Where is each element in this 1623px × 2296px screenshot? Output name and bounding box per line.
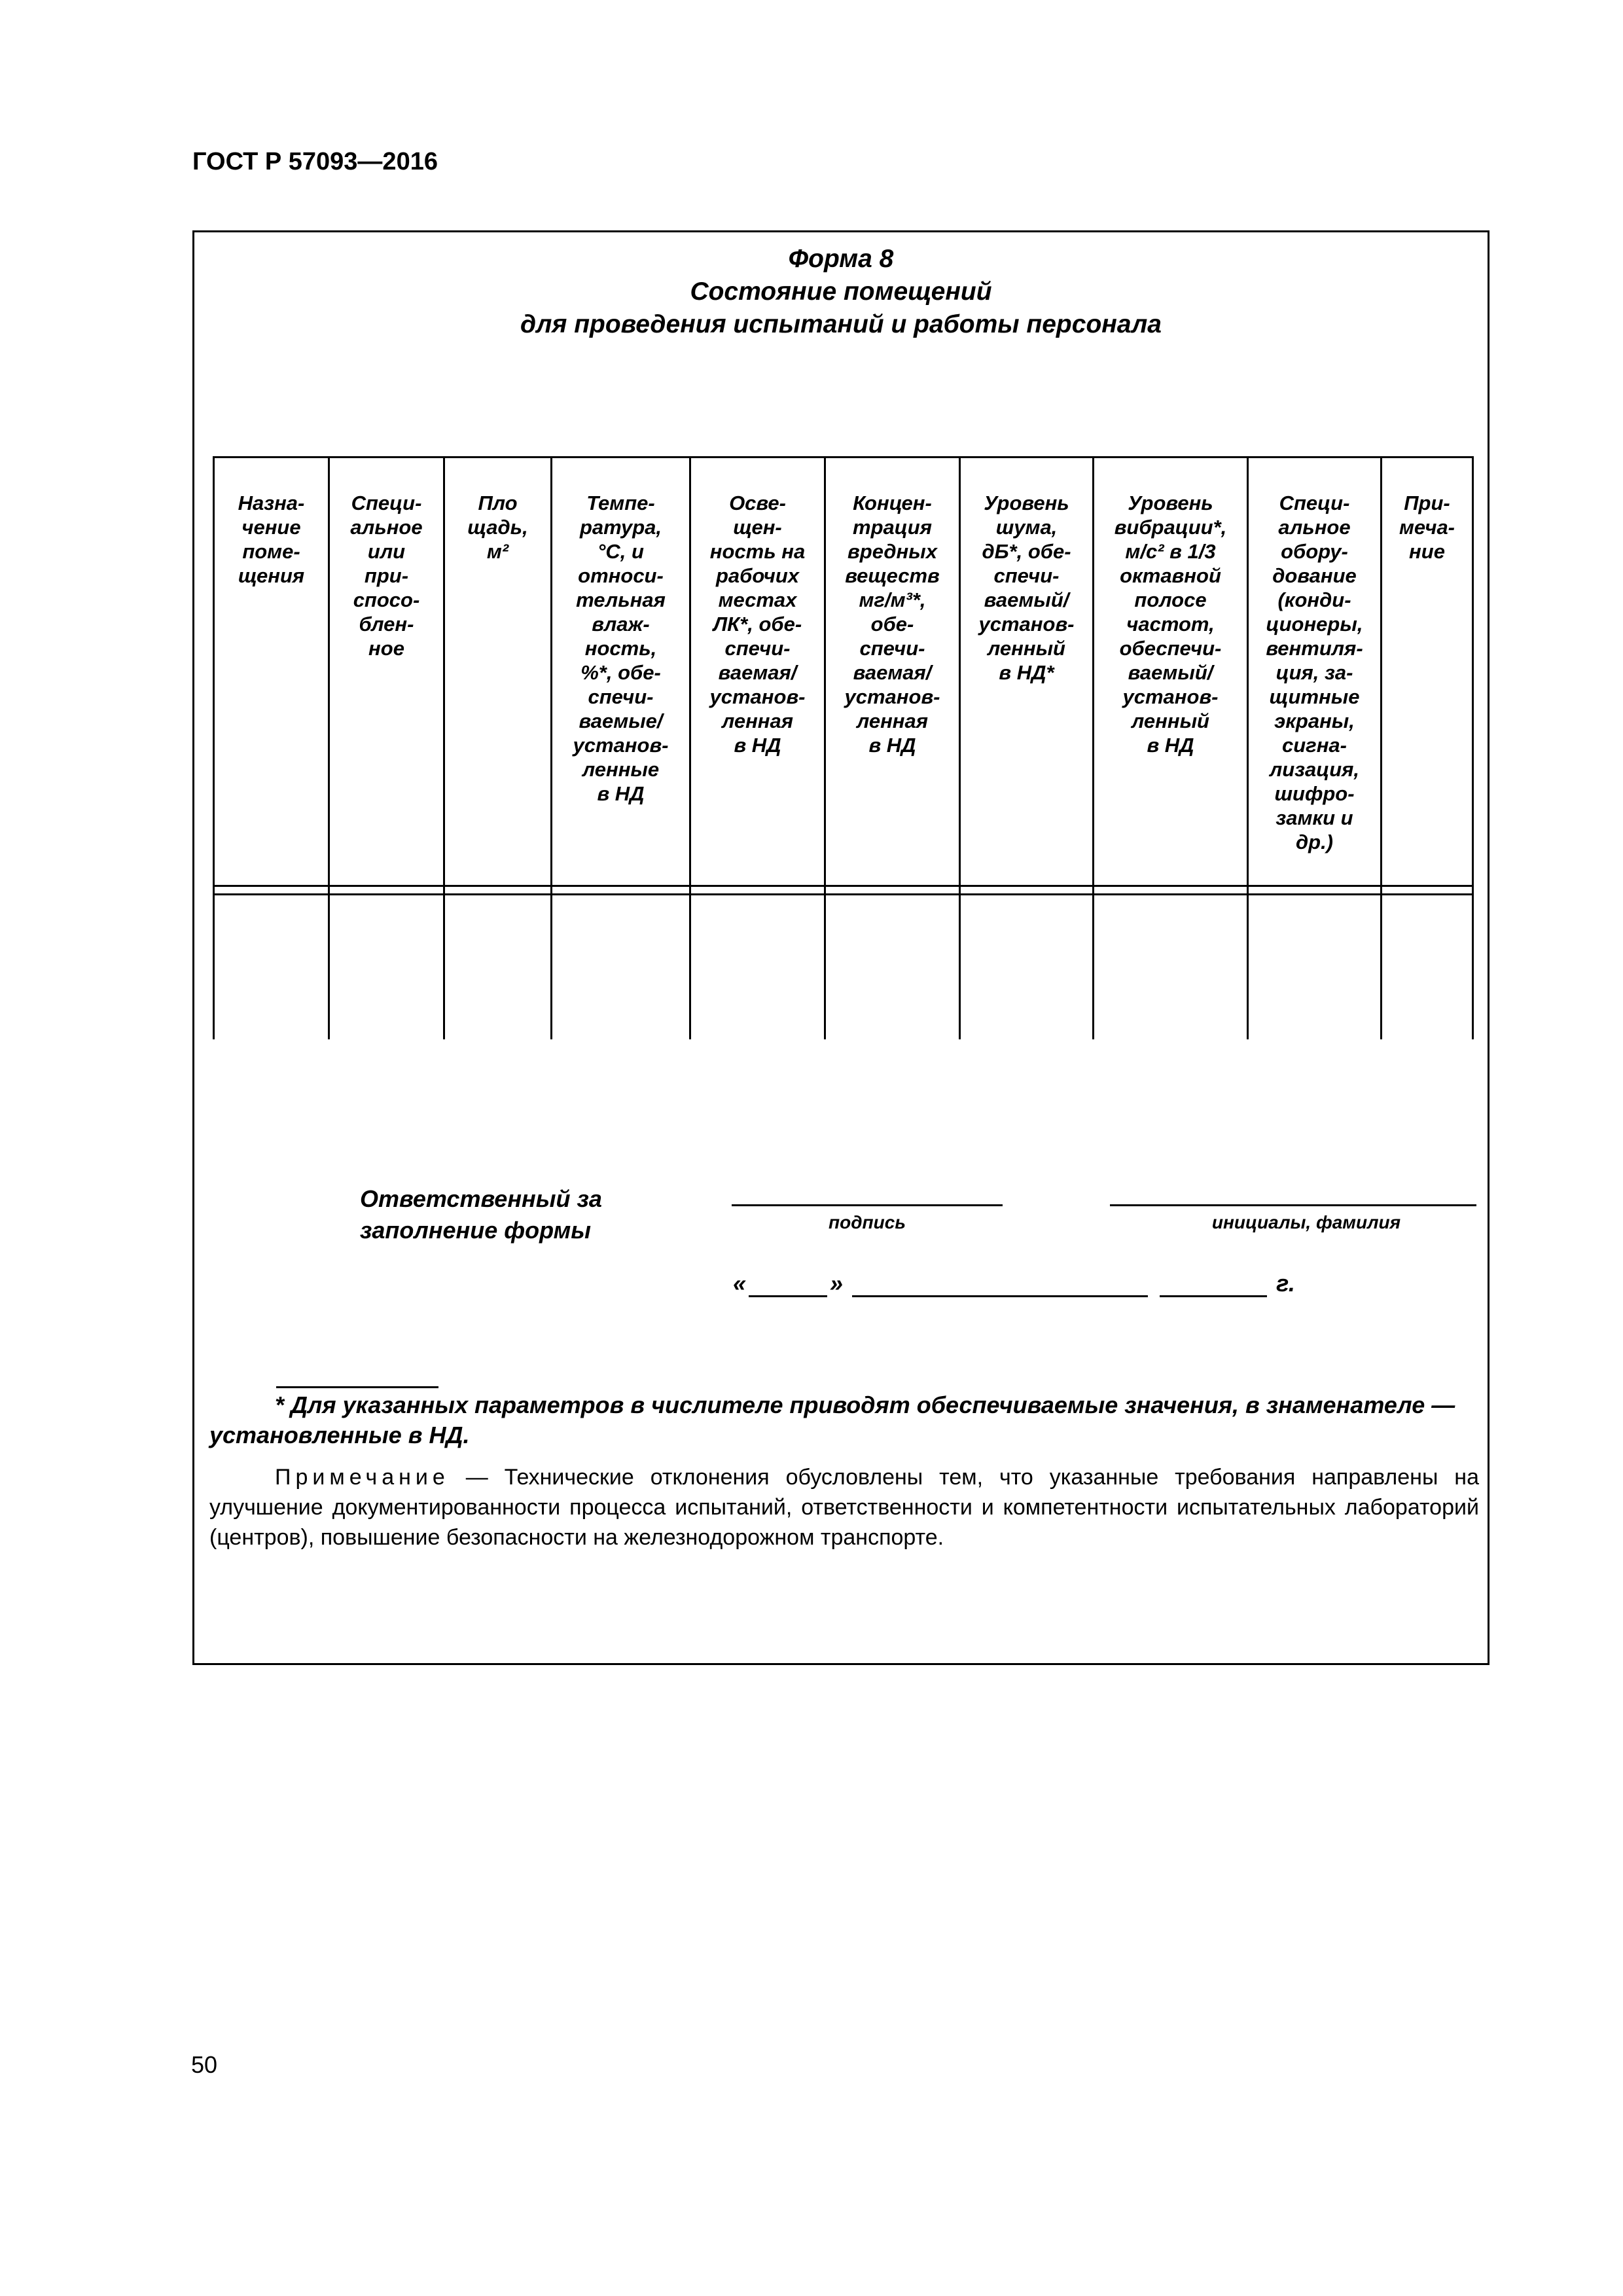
column-header: Темпе- ратура, °С, и относи- тельная влаж- ность, %*, обе- спечи- ваемые/ установ- ленные в НД (552, 457, 690, 886)
name-caption: инициалы, фамилия (1211, 1212, 1401, 1232)
form-title: Состояние помещений (690, 278, 992, 306)
table-cell[interactable] (960, 895, 1094, 1040)
page-number: 50 (191, 2051, 218, 2078)
date-year-field[interactable] (1160, 1273, 1267, 1297)
date-year-suffix: г. (1276, 1270, 1295, 1297)
table-cell[interactable] (444, 895, 552, 1040)
form-number: Форма 8 (788, 245, 894, 273)
table-cell[interactable] (1248, 895, 1382, 1040)
table-header-row (214, 457, 1473, 886)
column-header: Пло щадь, м² (444, 457, 552, 886)
note-label: Примечание (275, 1465, 450, 1490)
rooms-table (213, 456, 1474, 1039)
column-header: Специ- альное или при- спосо- блен- ное (329, 457, 444, 886)
name-line[interactable] (1110, 1204, 1476, 1206)
responsible-label: Ответственный за заполнение формы (360, 1185, 602, 1244)
table-cell[interactable] (214, 895, 329, 1040)
table-cell[interactable] (329, 895, 444, 1040)
table-separator-row (214, 886, 1473, 895)
column-header: Назна- чение поме- щения (214, 457, 329, 886)
table-cell[interactable] (825, 895, 960, 1040)
column-header: Специ- альное обору- дование (конди- ционеры, вентиля- ция, за- щитные экраны, сигна- лизация, шифро- замки и др.) (1248, 457, 1382, 886)
note-dash: — (449, 1465, 505, 1490)
date-day-field[interactable] (749, 1273, 827, 1297)
note (209, 1462, 1479, 1552)
table-row (214, 895, 1473, 1040)
document-code: ГОСТ Р 57093—2016 (192, 148, 438, 175)
date-line (733, 1270, 1295, 1297)
column-header: Уровень шума, дБ*, обе- спечи- ваемый/ установ- ленный в НД* (960, 457, 1094, 886)
table-cell[interactable] (690, 895, 825, 1040)
form-heading (194, 243, 1488, 341)
footnote-divider (276, 1386, 438, 1388)
date-month-field[interactable] (852, 1273, 1148, 1297)
form-subtitle: для проведения испытаний и работы персонала (520, 310, 1162, 338)
column-header: Осве- щен- ность на рабочих местах ЛК*, обе- спечи- ваемая/ установ- ленная в НД (690, 457, 825, 886)
footnote: * Для указанных параметров в числителе приводят обеспечиваемые значения, в знаменателе — установленные в НД. (209, 1391, 1455, 1448)
date-close-quote: » (830, 1270, 844, 1297)
note-text: Технические отклонения обусловлены тем, что указанные требования направлены на улучшение документированности процесса испытаний, ответственности и компетентности испытательных лабораторий (центров), повышение безопасности на железнодорожном транспорте. (209, 1465, 1479, 1550)
signature-line[interactable] (732, 1204, 1003, 1206)
column-header: Концен- трация вредных веществ мг/м³*, обе- спечи- ваемая/ установ- ленная в НД (825, 457, 960, 886)
table-cell[interactable] (1094, 895, 1248, 1040)
column-header: При- меча- ние (1382, 457, 1473, 886)
table-cell[interactable] (552, 895, 690, 1040)
date-open-quote: « (733, 1270, 747, 1297)
table-cell[interactable] (1382, 895, 1473, 1040)
signature-caption: подпись (829, 1212, 906, 1232)
column-header: Уровень вибрации*, м/с² в 1/3 октавной полосе частот, обеспечи- ваемый/ установ- ленный в НД (1094, 457, 1248, 886)
